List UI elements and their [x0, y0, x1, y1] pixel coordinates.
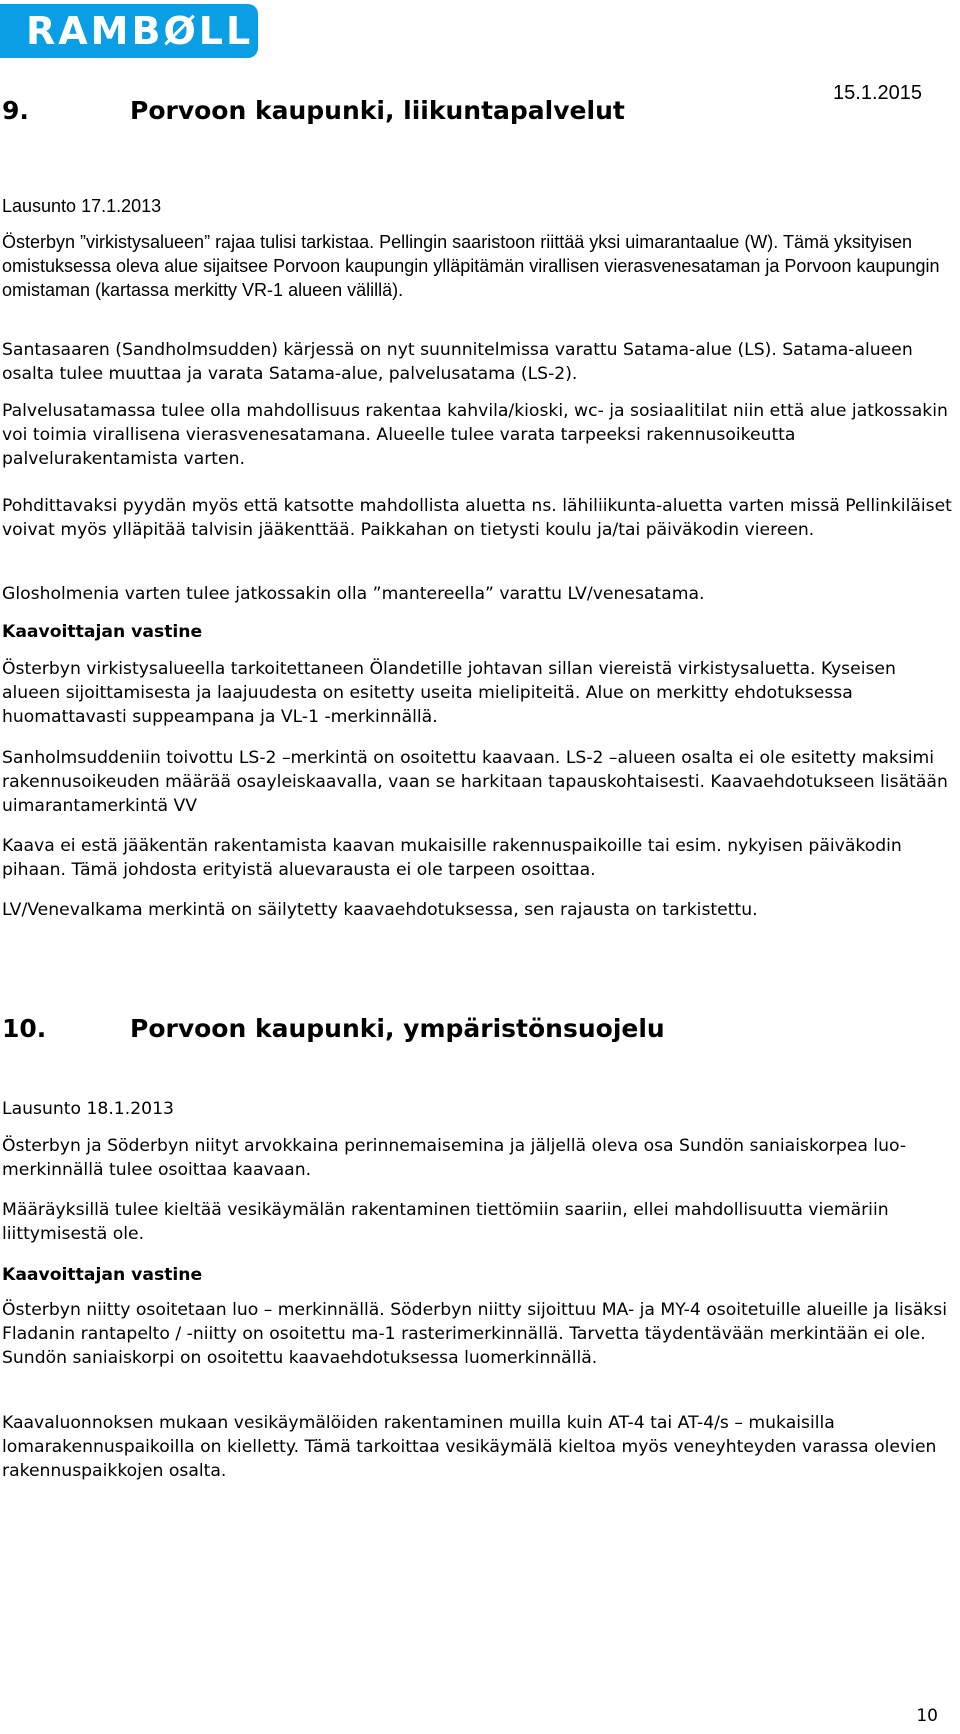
section-10-response-heading: Kaavoittajan vastine	[2, 1265, 203, 1285]
section-10-para-2: Määräyksillä tulee kieltää vesikäymälän rakentaminen tiettömiin saariin, ellei mahdollisuutta viemäriin liittymisestä ole.	[2, 1200, 889, 1244]
section-9-para-5: Glosholmenia varten tulee jatkossakin olla ”mantereella” varattu LV/venesatama.	[2, 584, 705, 604]
section-10-number: 10.	[2, 1014, 47, 1043]
section-9-response-1: Österbyn virkistysalueella tarkoitettaneen Ölandetille johtavan sillan viereistä virkistysaluetta. Kyseisen alueen sijoittamisesta ja laajuudesta on esitetty useita mielipiteitä. Alue on merkitty ehdotuksessa huomattavasti suppeampana ja VL-1 -merkinnällä.	[2, 659, 896, 727]
section-9-title: Porvoon kaupunki, liikuntapalvelut	[130, 96, 625, 125]
section-9-response-heading: Kaavoittajan vastine	[2, 622, 203, 642]
section-9-response-2: Sanholmsuddeniin toivottu LS-2 –merkintä on osoitettu kaavaan. LS-2 –alueen osalta ei ole esitetty maksimi rakennusoikeuden määrää osayleiskaavalla, vaan se harkitaan tapauskohtaisesti. Kaavaehdotukseen lisätään uimarantamerkintä VV	[2, 748, 948, 816]
section-10-heading	[2, 1014, 665, 1043]
section-9-response-4: LV/Venevalkama merkintä on säilytetty kaavaehdotuksessa, sen rajausta on tarkistettu.	[2, 900, 758, 920]
page-number: 10	[916, 1706, 938, 1726]
rambol-logo	[0, 4, 258, 58]
logo-text: RAMBØLL	[26, 9, 254, 53]
section-10-para-1: Österbyn ja Söderbyn niityt arvokkaina perinnemaisemina ja jäljellä oleva osa Sundön saniaiskorpea luo-merkinnällä tulee osoittaa kaavaan.	[2, 1136, 907, 1180]
section-9-response-3: Kaava ei estä jääkentän rakentamista kaavan mukaisille rakennuspaikoille tai esim. nykyisen päiväkodin pihaan. Tämä johdosta erityistä aluevarausta ei ole tarpeen osoittaa.	[2, 836, 902, 880]
section-10-response-2: Kaavaluonnoksen mukaan vesikäymälöiden rakentaminen muilla kuin AT-4 tai AT-4/s – mukaisilla lomarakennuspaikoilla on kielletty. Tämä tarkoittaa vesikäymälä kieltoa myös veneyhteyden varassa olevien rakennuspaikkojen osalta.	[2, 1413, 937, 1481]
section-9-para-2: Santasaaren (Sandholmsudden) kärjessä on nyt suunnitelmissa varattu Satama-alue (LS). Satama-alueen osalta tulee muuttaa ja varata Satama-alue, palvelusatama (LS-2).	[2, 340, 913, 384]
section-10-title: Porvoon kaupunki, ympäristönsuojelu	[130, 1014, 665, 1043]
section-9-para-4: Pohdittavaksi pyydän myös että katsotte mahdollista aluetta ns. lähiliikunta-aluetta varten missä Pellinkiläiset voivat myös ylläpitää talvisin jääkenttää. Paikkahan on tietysti koulu ja/tai päiväkodin viereen.	[2, 496, 952, 540]
section-10-statement-date: Lausunto 18.1.2013	[2, 1099, 174, 1119]
document-date: 15.1.2015	[833, 82, 922, 104]
section-9-para-1: Österbyn ”virkistysalueen” rajaa tulisi tarkistaa. Pellingin saaristoon riittää yksi uimarantaalue (W). Tämä yksityisen omistuksessa oleva alue sijaitsee Porvoon kaupungin ylläpitämän virallisen vierasvenesataman ja Porvoon kaupungin omistaman (kartassa merkitty VR-1 alueen välillä).	[2, 232, 940, 300]
section-9-statement-date: Lausunto 17.1.2013	[2, 196, 162, 216]
section-10-response-1: Österbyn niitty osoitetaan luo – merkinnällä. Söderbyn niitty sijoittuu MA- ja MY-4 osoitetuille alueille ja lisäksi Fladanin rantapelto / -niitty on osoitettu ma-1 rasterimerkinnällä. Tarvetta täydentävään merkintään ei ole. Sundön saniaiskorpi on osoitettu kaavaehdotuksessa luomerkinnällä.	[2, 1300, 947, 1368]
section-9-para-3: Palvelusatamassa tulee olla mahdollisuus rakentaa kahvila/kioski, wc- ja sosiaalitilat niin että alue jatkossakin voi toimia virallisena vierasvenesatamana. Alueelle tulee varata tarpeeksi rakennusoikeutta palvelurakentamista varten.	[2, 401, 948, 469]
section-9-heading	[2, 96, 625, 125]
section-9-number: 9.	[2, 96, 29, 125]
